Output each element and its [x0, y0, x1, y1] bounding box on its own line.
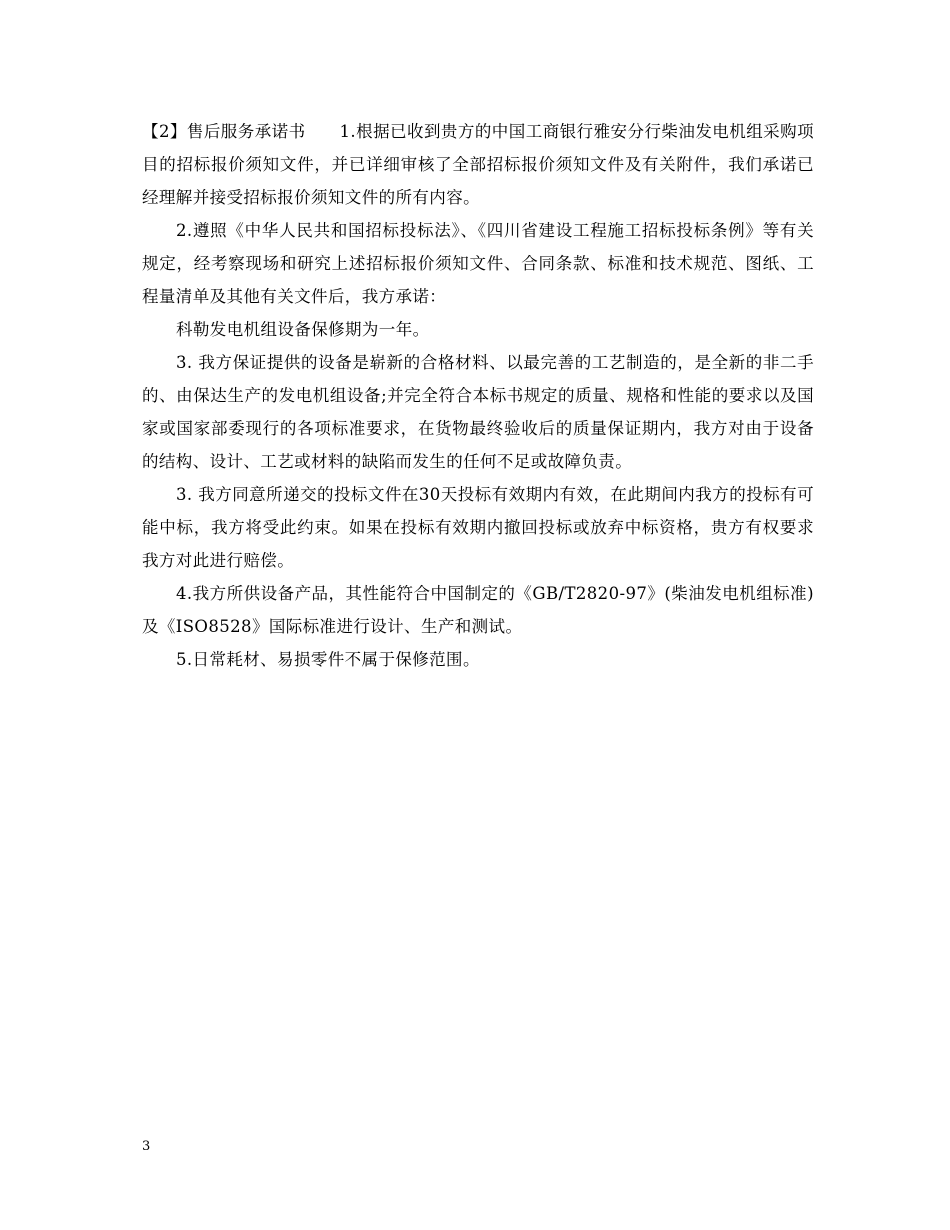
paragraph-bid-validity: 3. 我方同意所递交的投标文件在30天投标有效期内有效，在此期间内我方的投标有可能中标，我方将受此约束。如果在投标有效期内撤回投标或放弃中标资格，贵方有权要求我方对此进行赔偿。 [142, 485, 814, 570]
page-number: 3 [142, 1139, 151, 1154]
paragraph-heading-commitment: 【2】售后服务承诺书 1.根据已收到贵方的中国工商银行雅安分行柴油发电机组采购项目的招标报价须知文件，并已详细审核了全部招标报价须知文件及有关附件，我们承诺已经理解并接受招标报价须知文件的所有内容。 [142, 122, 814, 207]
paragraph-equipment-guarantee: 3. 我方保证提供的设备是崭新的合格材料、以最完善的工艺制造的，是全新的非二手的、由保达生产的发电机组设备;并完全符合本标书规定的质量、规格和性能的要求以及国家或国家部委现行的各项标准要求，在货物最终验收后的质量保证期内，我方对由于设备的结构、设计、工艺或材料的缺陷而发生的任何不足或故障负责。 [142, 353, 814, 471]
paragraph-warranty-period: 科勒发电机组设备保修期为一年。 [176, 320, 430, 339]
paragraph-standards: 4.我方所供设备产品，其性能符合中国制定的《GB/T2820-97》(柴油发电机组标准)及《ISO8528》国际标准进行设计、生产和测试。 [142, 584, 814, 636]
paragraph-exclusions: 5.日常耗材、易损零件不属于保修范围。 [176, 650, 480, 669]
paragraph-law-compliance: 2.遵照《中华人民共和国招标投标法》、《四川省建设工程施工招标投标条例》等有关规定，经考察现场和研究上述招标报价须知文件、合同条款、标准和技术规范、图纸、工程量清单及其他有关文件后，我方承诺： [142, 221, 814, 306]
document-body [142, 115, 814, 676]
